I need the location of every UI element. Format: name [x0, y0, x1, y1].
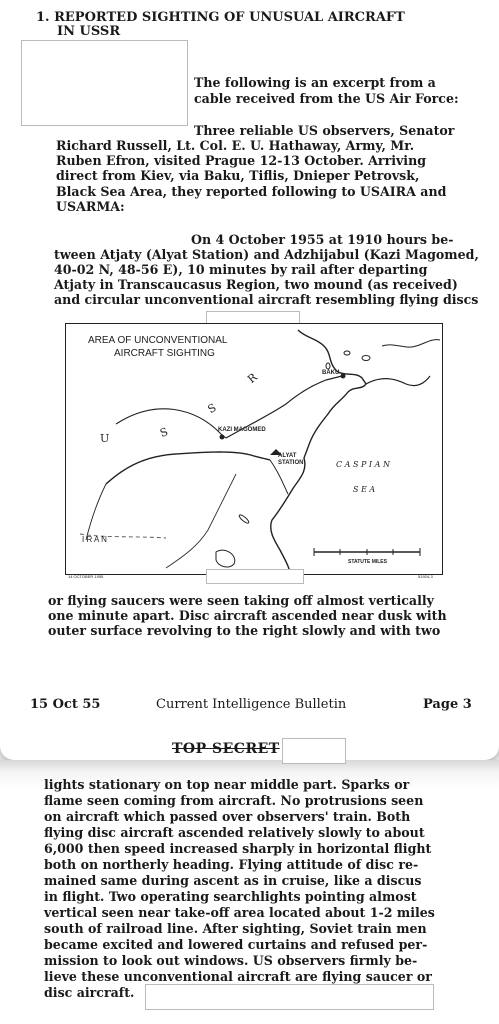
para1-line-1: Three reliable US observers, Senator: [194, 123, 455, 138]
page2-line-12: mission to look out windows. US observers firmly be-: [44, 953, 418, 968]
page2-line-10: south of railroad line. After sighting, Soviet train men: [44, 921, 427, 936]
river: [166, 474, 236, 568]
page2-line-13: lieve these unconventional aircraft are flying saucer or: [44, 969, 432, 984]
classification-marking: TOP SECRET: [172, 741, 280, 757]
redaction-box: [21, 40, 188, 126]
page2-line-7: mained same during ascent as in cruise, like a discus: [44, 873, 422, 888]
label-baku: BAKU: [322, 370, 340, 376]
footer-date: 15 Oct 55: [30, 697, 101, 712]
page2-line-14: disc aircraft.: [44, 985, 135, 1000]
para3-line-2: one minute apart. Disc aircraft ascended near dusk with: [48, 608, 447, 623]
label-iran: I R A N: [82, 535, 107, 544]
page2-line-11: became excited and lowered curtains and refused per-: [44, 937, 428, 952]
label-s1: S: [158, 425, 170, 440]
section-heading: [36, 11, 405, 39]
page2-line-6: both on northerly heading. Flying attitude of disc re-: [44, 857, 419, 872]
label-u: U: [100, 432, 110, 445]
map-code: 51924-3: [418, 574, 433, 579]
para3-line-3: outer surface revolving to the right slowly and with two: [48, 623, 441, 638]
label-sea: S E A: [353, 485, 376, 494]
label-caspian: C A S P I A N: [336, 460, 390, 469]
map-title-line-2: AIRCRAFT SIGHTING: [114, 348, 215, 359]
label-r: R: [245, 370, 260, 386]
heading-line-2: IN USSR: [57, 24, 121, 39]
map-title-line-1: AREA OF UNCONVENTIONAL: [88, 335, 228, 346]
para2-line-4: Atjaty in Transcaucasus Region, two mound (as received): [54, 277, 458, 292]
redaction-box: [206, 569, 304, 584]
kazi-magomed-marker: [220, 435, 225, 440]
map-date: 14 OCTOBER 1955: [68, 574, 104, 579]
page2-line-5: 6,000 then speed increased sharply in horizontal flight: [44, 841, 432, 856]
label-alyat: ALYAT: [278, 453, 297, 459]
para1-line-6: USARMA:: [56, 199, 125, 214]
railroad: [106, 452, 270, 484]
para1-line-3: Ruben Efron, visited Prague 12-13 October. Arriving: [56, 153, 427, 168]
para1-line-5: Black Sea Area, they reported following to USAIRA and: [56, 184, 447, 199]
page2-line-8: in flight. Two operating searchlights pointing almost: [44, 889, 417, 904]
para2-line-5: and circular unconventional aircraft resembling flying discs: [54, 292, 479, 307]
sighting-map: [65, 323, 443, 575]
para1-line-4: direct from Kiev, via Baku, Tiflis, Dnieper Petrovsk,: [56, 168, 420, 183]
label-s2: S: [205, 401, 219, 417]
label-kazi-magomed: KAZI MAGOMED: [218, 427, 266, 433]
footer-page: Page 3: [423, 697, 472, 712]
heading-line-1: 1. REPORTED SIGHTING OF UNUSUAL AIRCRAFT: [36, 10, 405, 25]
intro-line-1: The following is an excerpt from a: [194, 75, 436, 90]
label-statute-miles: STATUTE MILES: [348, 559, 387, 565]
map-drawing: [66, 324, 442, 574]
footer-title: Current Intelligence Bulletin: [156, 697, 347, 712]
label-station: STATION: [278, 460, 304, 466]
intro-line-2: cable received from the US Air Force:: [194, 91, 459, 106]
redaction-box: [145, 984, 434, 1010]
para1-line-2: Richard Russell, Lt. Col. E. U. Hathaway, Army, Mr.: [56, 138, 415, 153]
page2-line-2: flame seen coming from aircraft. No protrusions seen: [44, 793, 424, 808]
page2-line-9: vertical seen near take-off area located about 1-2 miles: [44, 905, 435, 920]
para2-line-1: On 4 October 1955 at 1910 hours be-: [191, 232, 454, 247]
baku-marker: [341, 374, 346, 379]
page2-line-3: on aircraft which passed over observers' train. Both: [44, 809, 411, 824]
para2-line-2: tween Atjaty (Alyat Station) and Adzhijabul (Kazi Magomed,: [54, 247, 479, 262]
para3-line-1: or flying saucers were seen taking off almost vertically: [48, 593, 434, 608]
page2-line-4: flying disc aircraft ascended relatively slowly to about: [44, 825, 425, 840]
page2-line-1: lights stationary on top near middle part. Sparks or: [44, 777, 410, 792]
redaction-box: [282, 738, 346, 764]
para2-line-3: 40-02 N, 48-56 E), 10 minutes by rail after departing: [54, 262, 428, 277]
coastline: [271, 330, 366, 572]
